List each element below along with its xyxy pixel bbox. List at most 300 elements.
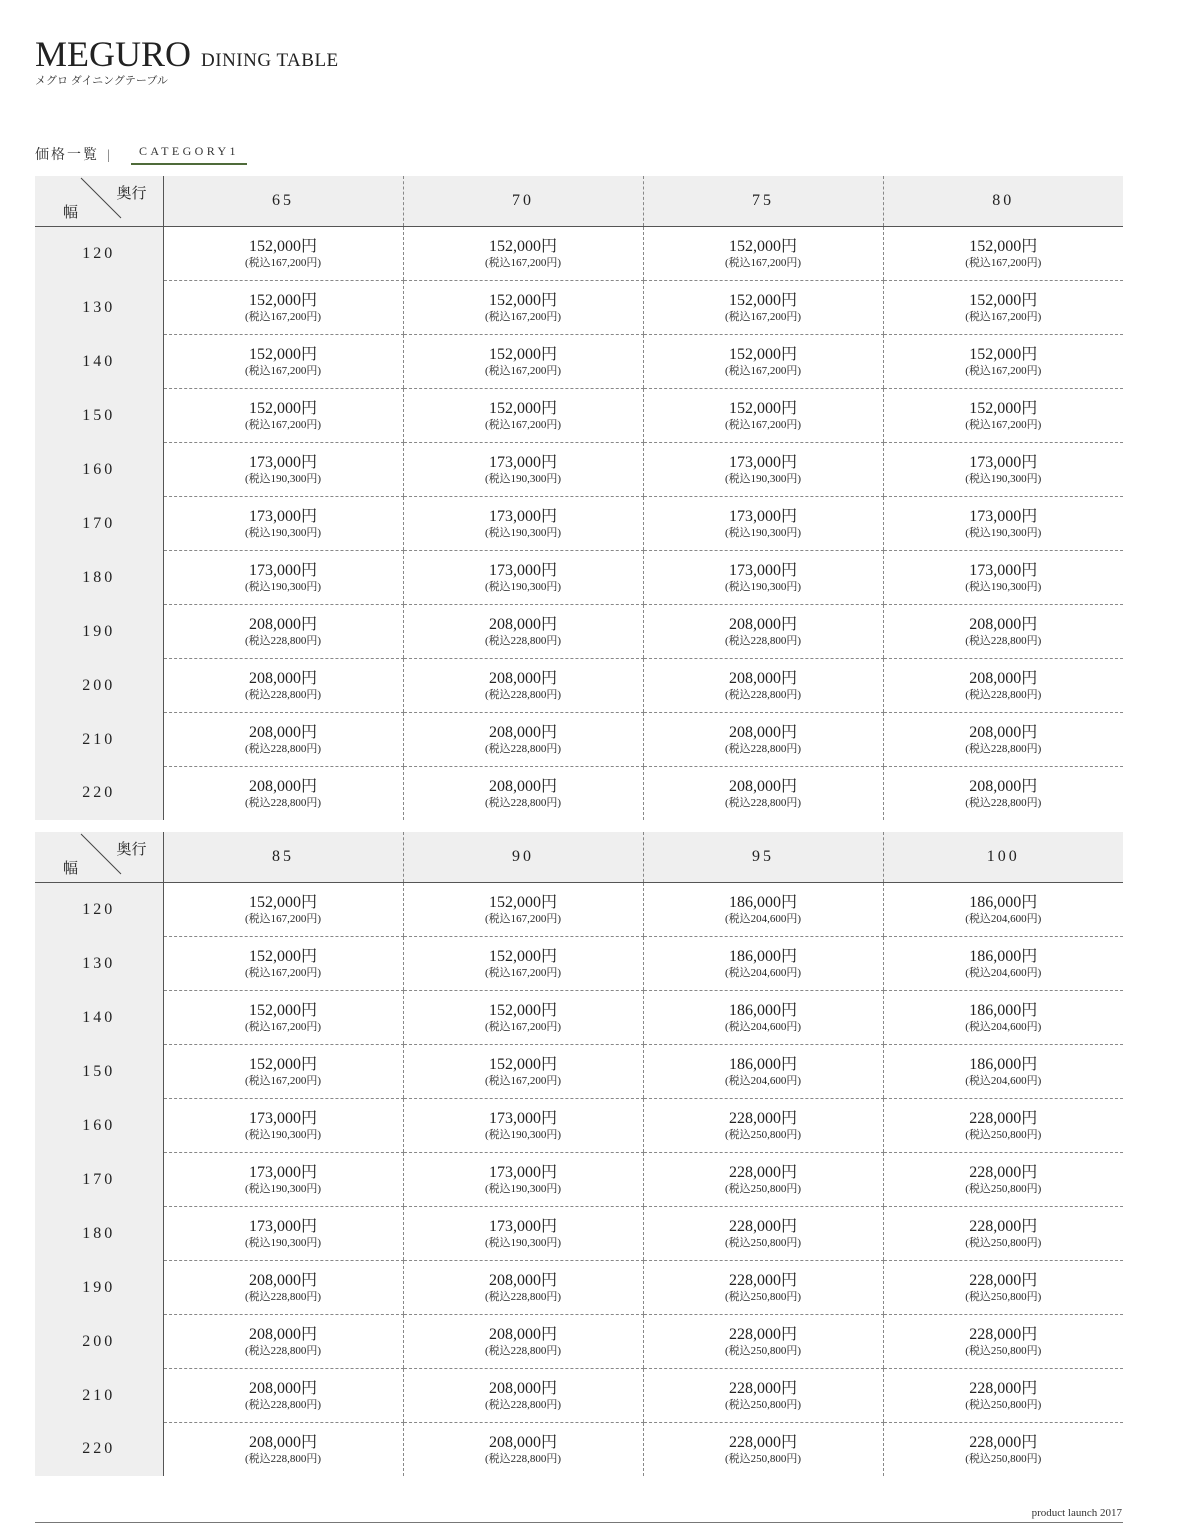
price-tax-included: (税込167,200円)	[484, 1075, 562, 1087]
price-value: 208,000円	[248, 616, 317, 633]
corner-cell	[35, 832, 163, 883]
price-value: 208,000円	[969, 616, 1038, 633]
price-tax-included: (税込167,200円)	[724, 257, 802, 269]
width-header: 120	[35, 883, 163, 937]
price-value: 152,000円	[969, 400, 1038, 417]
price-tax-included: (税込167,200円)	[244, 913, 322, 925]
price-value: 173,000円	[969, 454, 1038, 471]
width-header: 220	[35, 767, 163, 821]
width-header: 150	[35, 1045, 163, 1099]
price-tax-included: (税込167,200円)	[484, 913, 562, 925]
price-cell	[643, 1045, 883, 1099]
price-tax-included: (税込167,200円)	[965, 365, 1042, 377]
price-value: 152,000円	[728, 400, 797, 417]
price-tax-included: (税込204,600円)	[724, 967, 802, 979]
price-tax-included: (税込228,800円)	[244, 689, 322, 701]
table-row	[35, 1315, 1123, 1369]
price-tax-included: (税込167,200円)	[724, 311, 802, 323]
table-row	[35, 1369, 1123, 1423]
price-value: 173,000円	[248, 1110, 317, 1127]
price-tax-included: (税込190,300円)	[484, 473, 562, 485]
price-cell	[163, 443, 403, 497]
price-value: 173,000円	[488, 1164, 557, 1181]
price-tax-included: (税込167,200円)	[484, 1021, 562, 1033]
price-tax-included: (税込228,800円)	[965, 635, 1042, 647]
price-value: 228,000円	[969, 1218, 1038, 1235]
price-tax-included: (税込167,200円)	[484, 419, 562, 431]
price-tax-included: (税込167,200円)	[244, 257, 322, 269]
price-cell	[403, 1423, 643, 1477]
price-cell	[163, 1207, 403, 1261]
width-header: 160	[35, 443, 163, 497]
price-tax-included: (税込250,800円)	[965, 1453, 1042, 1465]
price-value: 152,000円	[248, 894, 317, 911]
price-cell	[643, 1207, 883, 1261]
price-tax-included: (税込167,200円)	[965, 311, 1042, 323]
price-tax-included: (税込250,800円)	[724, 1237, 802, 1249]
price-cell	[883, 883, 1123, 937]
price-cell	[163, 713, 403, 767]
depth-label: 奥行	[116, 186, 147, 202]
price-tax-included: (税込167,200円)	[484, 311, 562, 323]
price-value: 228,000円	[728, 1218, 797, 1235]
price-tax-included: (税込228,800円)	[484, 1399, 562, 1411]
price-tax-included: (税込190,300円)	[724, 473, 802, 485]
price-cell	[643, 883, 883, 937]
header-row	[35, 176, 1123, 227]
price-value: 152,000円	[248, 948, 317, 965]
depth-header: 100	[883, 832, 1123, 883]
price-cell	[883, 335, 1123, 389]
price-cell	[883, 1369, 1123, 1423]
table-row	[35, 1045, 1123, 1099]
price-value: 208,000円	[488, 778, 557, 795]
price-cell	[643, 605, 883, 659]
price-cell	[403, 1261, 643, 1315]
price-value: 228,000円	[728, 1326, 797, 1343]
price-cell	[163, 1099, 403, 1153]
category-tab: CATEGORY1	[131, 144, 247, 165]
price-cell	[883, 659, 1123, 713]
price-cell	[883, 497, 1123, 551]
price-value: 152,000円	[488, 292, 557, 309]
price-tax-included: (税込167,200円)	[724, 419, 802, 431]
price-cell	[403, 551, 643, 605]
price-tax-included: (税込190,300円)	[244, 527, 322, 539]
price-value: 152,000円	[969, 292, 1038, 309]
header-row	[35, 832, 1123, 883]
table-row	[35, 281, 1123, 335]
price-value: 152,000円	[969, 238, 1038, 255]
depth-header: 95	[643, 832, 883, 883]
price-value: 208,000円	[488, 1326, 557, 1343]
depth-header: 90	[403, 832, 643, 883]
price-table-1	[35, 176, 1123, 820]
price-tax-included: (税込190,300円)	[965, 527, 1042, 539]
price-tax-included: (税込228,800円)	[244, 743, 322, 755]
price-cell	[403, 443, 643, 497]
price-tax-included: (税込228,800円)	[244, 1399, 322, 1411]
price-value: 152,000円	[728, 292, 797, 309]
width-header: 190	[35, 605, 163, 659]
price-value: 173,000円	[248, 562, 317, 579]
price-value: 228,000円	[728, 1272, 797, 1289]
price-cell	[883, 1315, 1123, 1369]
width-header: 140	[35, 335, 163, 389]
price-value: 208,000円	[488, 616, 557, 633]
price-tax-included: (税込190,300円)	[244, 1129, 322, 1141]
price-tax-included: (税込250,800円)	[965, 1183, 1042, 1195]
price-value: 228,000円	[969, 1164, 1038, 1181]
width-header: 130	[35, 937, 163, 991]
price-tax-included: (税込167,200円)	[244, 419, 322, 431]
price-tax-included: (税込250,800円)	[965, 1399, 1042, 1411]
price-tax-included: (税込228,800円)	[965, 689, 1042, 701]
table-row	[35, 883, 1123, 937]
price-cell	[883, 605, 1123, 659]
price-value: 208,000円	[728, 616, 797, 633]
price-value: 208,000円	[488, 670, 557, 687]
price-tax-included: (税込167,200円)	[244, 311, 322, 323]
price-tax-included: (税込167,200円)	[244, 967, 322, 979]
price-value: 152,000円	[728, 238, 797, 255]
price-cell	[883, 1423, 1123, 1477]
price-tax-included: (税込228,800円)	[484, 1453, 562, 1465]
price-cell	[403, 335, 643, 389]
price-cell	[163, 551, 403, 605]
price-tax-included: (税込250,800円)	[724, 1345, 802, 1357]
price-value: 228,000円	[969, 1326, 1038, 1343]
price-cell	[643, 281, 883, 335]
table-row	[35, 1153, 1123, 1207]
table-row	[35, 1261, 1123, 1315]
price-tax-included: (税込228,800円)	[484, 635, 562, 647]
price-tax-included: (税込167,200円)	[484, 365, 562, 377]
price-value: 208,000円	[248, 670, 317, 687]
price-cell	[883, 227, 1123, 281]
price-value: 173,000円	[488, 508, 557, 525]
price-cell	[163, 281, 403, 335]
price-value: 173,000円	[248, 1218, 317, 1235]
price-value: 208,000円	[488, 724, 557, 741]
price-value: 208,000円	[969, 724, 1038, 741]
depth-header: 85	[163, 832, 403, 883]
width-header: 170	[35, 1153, 163, 1207]
price-value: 173,000円	[728, 508, 797, 525]
footer-divider	[35, 1522, 1123, 1523]
price-tax-included: (税込228,800円)	[484, 797, 562, 809]
price-cell	[163, 1423, 403, 1477]
depth-label: 奥行	[116, 842, 147, 858]
price-cell	[883, 1153, 1123, 1207]
price-cell	[163, 605, 403, 659]
depth-header: 70	[403, 176, 643, 227]
price-cell	[403, 1369, 643, 1423]
price-cell	[883, 991, 1123, 1045]
price-tax-included: (税込167,200円)	[244, 365, 322, 377]
price-value: 228,000円	[728, 1110, 797, 1127]
price-value: 208,000円	[248, 1434, 317, 1451]
price-cell	[403, 713, 643, 767]
product-subtitle: DINING TABLE	[201, 50, 339, 71]
price-cell	[643, 551, 883, 605]
price-tax-included: (税込204,600円)	[965, 913, 1042, 925]
price-value: 173,000円	[969, 508, 1038, 525]
price-tax-included: (税込228,800円)	[484, 689, 562, 701]
price-tax-included: (税込190,300円)	[244, 1237, 322, 1249]
price-cell	[883, 281, 1123, 335]
price-value: 208,000円	[488, 1272, 557, 1289]
price-cell	[883, 1207, 1123, 1261]
price-cell	[163, 767, 403, 821]
price-cell	[403, 1045, 643, 1099]
price-cell	[643, 1261, 883, 1315]
price-cell	[643, 991, 883, 1045]
section-label	[35, 144, 118, 164]
price-value: 208,000円	[488, 1434, 557, 1451]
corner-cell	[35, 176, 163, 227]
price-cell	[163, 937, 403, 991]
price-value: 228,000円	[728, 1164, 797, 1181]
price-cell	[403, 1207, 643, 1261]
width-header: 180	[35, 1207, 163, 1261]
width-header: 150	[35, 389, 163, 443]
price-cell	[883, 1261, 1123, 1315]
price-tax-included: (税込228,800円)	[724, 797, 802, 809]
price-tax-included: (税込204,600円)	[965, 967, 1042, 979]
price-cell	[403, 605, 643, 659]
price-value: 152,000円	[248, 346, 317, 363]
price-value: 186,000円	[969, 948, 1038, 965]
price-value: 152,000円	[248, 1056, 317, 1073]
price-tax-included: (税込190,300円)	[244, 581, 322, 593]
price-cell	[163, 1045, 403, 1099]
price-value: 208,000円	[728, 724, 797, 741]
price-value: 152,000円	[728, 346, 797, 363]
price-value: 173,000円	[728, 454, 797, 471]
table-row	[35, 659, 1123, 713]
price-cell	[643, 767, 883, 821]
price-value: 208,000円	[248, 1272, 317, 1289]
width-header: 210	[35, 713, 163, 767]
price-value: 186,000円	[969, 1002, 1038, 1019]
price-value: 173,000円	[248, 454, 317, 471]
price-value: 228,000円	[969, 1272, 1038, 1289]
width-header: 130	[35, 281, 163, 335]
width-header: 160	[35, 1099, 163, 1153]
price-tax-included: (税込190,300円)	[484, 1237, 562, 1249]
price-cell	[883, 551, 1123, 605]
price-tax-included: (税込228,800円)	[484, 1291, 562, 1303]
price-tax-included: (税込167,200円)	[965, 419, 1042, 431]
width-header: 120	[35, 227, 163, 281]
price-tax-included: (税込204,600円)	[724, 1021, 802, 1033]
price-value: 208,000円	[969, 778, 1038, 795]
price-tax-included: (税込190,300円)	[484, 527, 562, 539]
price-tax-included: (税込190,300円)	[724, 581, 802, 593]
table-row	[35, 713, 1123, 767]
price-value: 208,000円	[248, 778, 317, 795]
product-kana: メグロ ダイニングテーブル	[35, 75, 168, 87]
price-value: 228,000円	[969, 1110, 1038, 1127]
price-cell	[403, 281, 643, 335]
width-label: 幅	[63, 205, 79, 221]
price-tax-included: (税込250,800円)	[724, 1129, 802, 1141]
price-value: 173,000円	[488, 1218, 557, 1235]
price-cell	[643, 1153, 883, 1207]
price-tax-included: (税込167,200円)	[484, 967, 562, 979]
product-title: MEGURO	[35, 34, 192, 74]
price-value: 186,000円	[728, 1002, 797, 1019]
price-tax-included: (税込228,800円)	[724, 635, 802, 647]
table-row	[35, 767, 1123, 821]
price-tax-included: (税込190,300円)	[965, 581, 1042, 593]
depth-header: 75	[643, 176, 883, 227]
price-cell	[883, 443, 1123, 497]
price-cell	[163, 1153, 403, 1207]
price-cell	[163, 389, 403, 443]
price-tax-included: (税込190,300円)	[244, 1183, 322, 1195]
price-cell	[403, 389, 643, 443]
price-tax-included: (税込190,300円)	[484, 1183, 562, 1195]
price-value: 208,000円	[728, 778, 797, 795]
price-tax-included: (税込228,800円)	[244, 797, 322, 809]
price-tax-included: (税込250,800円)	[965, 1129, 1042, 1141]
price-tax-included: (税込250,800円)	[724, 1291, 802, 1303]
price-cell	[163, 1369, 403, 1423]
price-cell	[643, 227, 883, 281]
price-tax-included: (税込228,800円)	[244, 635, 322, 647]
price-cell	[403, 227, 643, 281]
price-value: 152,000円	[248, 1002, 317, 1019]
price-cell	[643, 443, 883, 497]
price-tax-included: (税込167,200円)	[484, 257, 562, 269]
table-row	[35, 1207, 1123, 1261]
price-cell	[163, 1315, 403, 1369]
price-value: 186,000円	[969, 1056, 1038, 1073]
width-header: 200	[35, 659, 163, 713]
price-tax-included: (税込167,200円)	[965, 257, 1042, 269]
width-header: 190	[35, 1261, 163, 1315]
price-cell	[163, 227, 403, 281]
price-value: 152,000円	[488, 238, 557, 255]
price-tax-included: (税込250,800円)	[724, 1453, 802, 1465]
price-value: 152,000円	[488, 1002, 557, 1019]
section-separator: |	[107, 148, 110, 163]
price-value: 186,000円	[728, 894, 797, 911]
price-cell	[883, 767, 1123, 821]
price-cell	[403, 1099, 643, 1153]
price-tax-included: (税込250,800円)	[724, 1183, 802, 1195]
price-value: 173,000円	[488, 562, 557, 579]
title-block	[35, 34, 339, 87]
price-cell	[163, 991, 403, 1045]
price-value: 186,000円	[728, 1056, 797, 1073]
price-value: 152,000円	[248, 400, 317, 417]
price-value: 228,000円	[969, 1380, 1038, 1397]
price-value: 228,000円	[728, 1434, 797, 1451]
price-tax-included: (税込228,800円)	[724, 689, 802, 701]
price-tax-included: (税込228,800円)	[965, 743, 1042, 755]
price-tax-included: (税込190,300円)	[724, 527, 802, 539]
price-value: 228,000円	[728, 1380, 797, 1397]
price-tax-included: (税込228,800円)	[484, 743, 562, 755]
price-cell	[403, 937, 643, 991]
price-cell	[883, 389, 1123, 443]
price-value: 208,000円	[248, 1326, 317, 1343]
price-tax-included: (税込228,800円)	[724, 743, 802, 755]
price-tax-included: (税込250,800円)	[724, 1399, 802, 1411]
price-value: 208,000円	[248, 1380, 317, 1397]
width-header: 220	[35, 1423, 163, 1477]
depth-header: 80	[883, 176, 1123, 227]
price-tax-included: (税込167,200円)	[724, 365, 802, 377]
price-value: 173,000円	[248, 508, 317, 525]
price-cell	[643, 389, 883, 443]
price-tax-included: (税込190,300円)	[244, 473, 322, 485]
price-cell	[643, 497, 883, 551]
price-cell	[643, 937, 883, 991]
price-cell	[643, 1099, 883, 1153]
price-value: 228,000円	[969, 1434, 1038, 1451]
price-value: 186,000円	[728, 948, 797, 965]
price-value: 173,000円	[488, 454, 557, 471]
price-value: 152,000円	[488, 948, 557, 965]
price-value: 152,000円	[969, 346, 1038, 363]
price-value: 173,000円	[488, 1110, 557, 1127]
footer-text: product launch 2017	[1031, 1507, 1122, 1519]
price-cell	[403, 883, 643, 937]
price-tax-included: (税込250,800円)	[965, 1237, 1042, 1249]
table-row	[35, 443, 1123, 497]
table-row	[35, 227, 1123, 281]
price-cell	[403, 1153, 643, 1207]
price-value: 208,000円	[728, 670, 797, 687]
price-cell	[403, 1315, 643, 1369]
price-cell	[643, 335, 883, 389]
width-header: 210	[35, 1369, 163, 1423]
price-tax-included: (税込167,200円)	[244, 1021, 322, 1033]
price-cell	[643, 1315, 883, 1369]
price-cell	[643, 659, 883, 713]
table-row	[35, 497, 1123, 551]
price-tax-included: (税込204,600円)	[965, 1075, 1042, 1087]
price-value: 208,000円	[488, 1380, 557, 1397]
width-header: 180	[35, 551, 163, 605]
price-cell	[163, 1261, 403, 1315]
price-cell	[163, 335, 403, 389]
table-row	[35, 389, 1123, 443]
price-tax-included: (税込204,600円)	[724, 913, 802, 925]
price-value: 152,000円	[488, 400, 557, 417]
price-cell	[163, 659, 403, 713]
price-tax-included: (税込190,300円)	[484, 1129, 562, 1141]
table-row	[35, 1099, 1123, 1153]
price-cell	[883, 1099, 1123, 1153]
width-header: 170	[35, 497, 163, 551]
price-value: 173,000円	[248, 1164, 317, 1181]
price-value: 152,000円	[488, 1056, 557, 1073]
price-cell	[883, 713, 1123, 767]
price-cell	[403, 659, 643, 713]
table-row	[35, 335, 1123, 389]
price-value: 152,000円	[488, 346, 557, 363]
price-cell	[883, 1045, 1123, 1099]
table-row	[35, 551, 1123, 605]
price-value: 186,000円	[969, 894, 1038, 911]
price-cell	[643, 1423, 883, 1477]
price-value: 208,000円	[248, 724, 317, 741]
